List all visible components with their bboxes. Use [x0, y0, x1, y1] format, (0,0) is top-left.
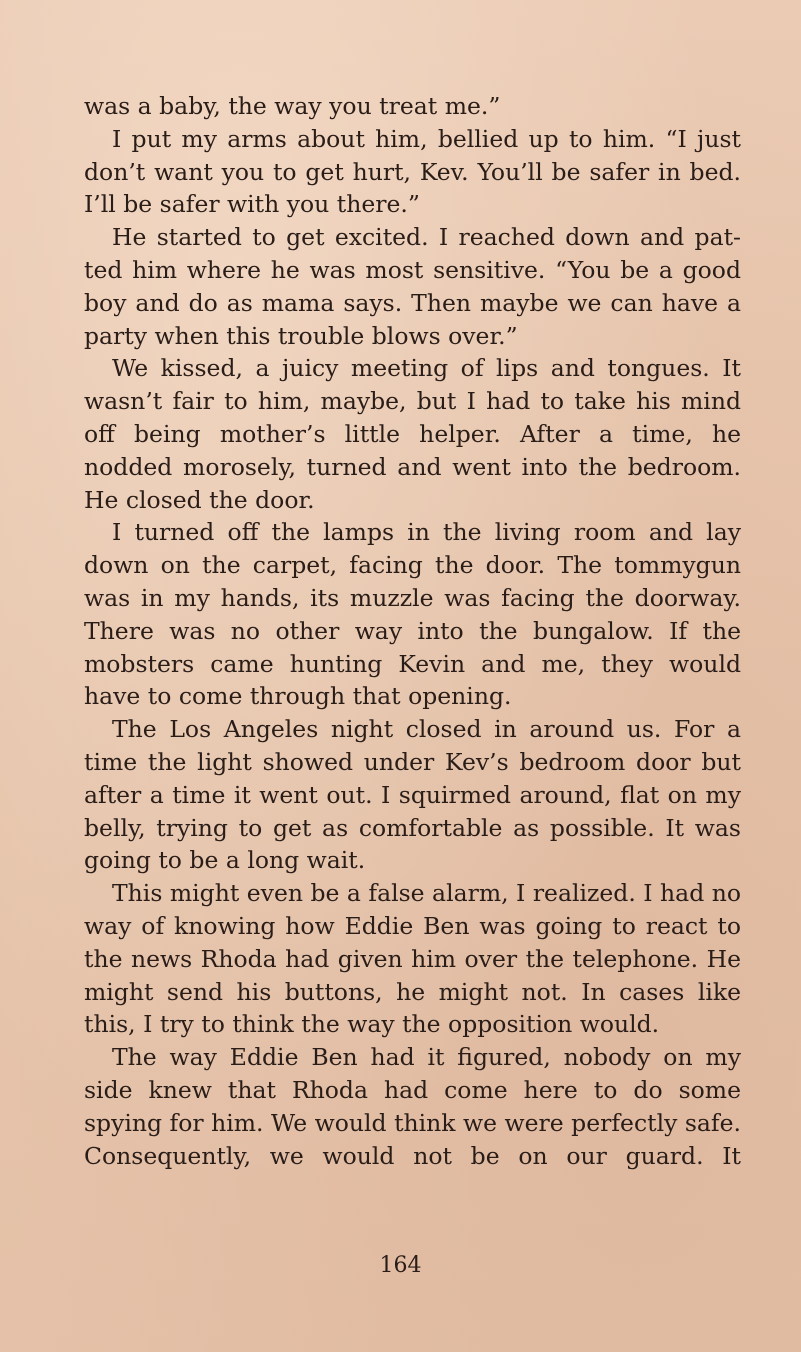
paragraph-3: He started to get excited. I reached down and patted him where he was most sensitive. “You be a good boy and do as mama says. Then maybe we can have a party when this trouble blows over.”	[84, 223, 741, 350]
body-text	[84, 90, 741, 1172]
paragraph-5: I turned off the lamps in the living room and lay down on the carpet, facing the door. The tommygun was in my hands, its muzzle was facing the doorway. There was no other way into the bungalow. If the mobsters came hunting Kevin and me, they would have to come through that opening.	[84, 518, 741, 711]
page-number: 164	[379, 1253, 422, 1278]
paragraph-2: I put my arms about him, bellied up to him. “I just don’t want you to get hurt, Kev. You’ll be safer in bed. I’ll be safer with you there.”	[84, 124, 741, 219]
paragraph-1: was a baby, the way you treat me.”	[84, 92, 501, 120]
paragraph-6: The Los Angeles night closed in around us. For a time the light showed under Kev’s bedroom door but after a time it went out. I squirmed around, flat on my belly, trying to get as comfortable as possible. It was going to be a long wait.	[84, 715, 741, 875]
paragraph-7: This might even be a false alarm, I realized. I had no way of knowing how Eddie Ben was going to react to the news Rhoda had given him over the telephone. He might send his buttons, he might not. In cases like this, I try to think the way the opposition would.	[84, 879, 741, 1039]
paragraph-8: The way Eddie Ben had it figured, nobody on my side knew that Rhoda had come here to do some spying for him. We would think we were perfectly safe. Consequently, we would not be on our guard. It	[84, 1043, 741, 1170]
paragraph-4: We kissed, a juicy meeting of lips and tongues. It wasn’t fair to him, maybe, but I had to take his mind off being mother’s little helper. After a time, he nodded morosely, turned and went into the bedroom. He closed the door.	[84, 354, 741, 514]
